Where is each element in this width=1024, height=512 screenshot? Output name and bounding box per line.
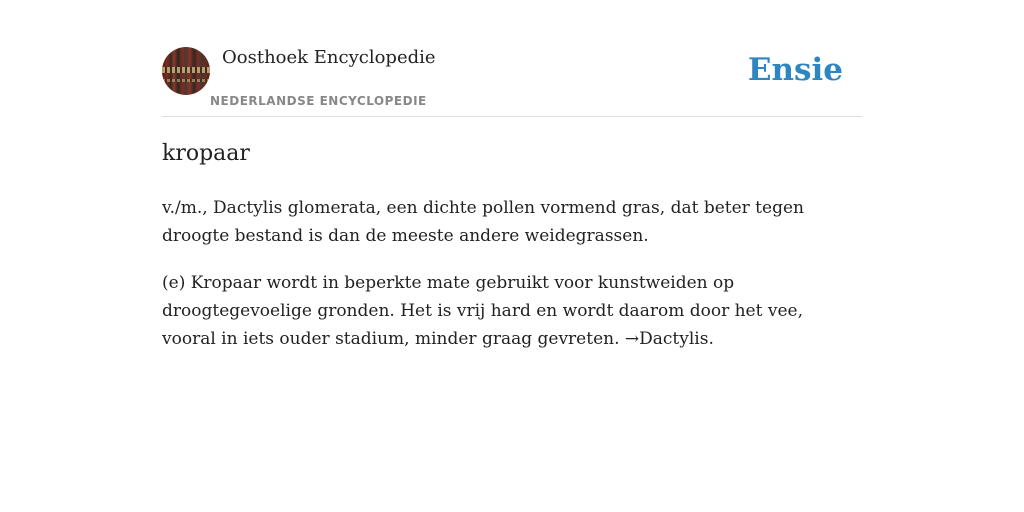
- article-paragraph-2-text: (e) Kropaar wordt in beperkte mate gebruikt voor kunstweiden op droogtegevoelige gronden. Het is vrij hard en wordt daarom door het vee, vooral in iets ouder stadium, minder graag gevreten.: [162, 273, 803, 349]
- dactylis-cross-reference-link[interactable]: →Dactylis: [624, 329, 709, 349]
- book-spines-icon[interactable]: [162, 47, 210, 95]
- article: [162, 136, 862, 353]
- site-name[interactable]: Oosthoek Encyclopedie: [222, 47, 436, 68]
- site-tagline: NEDERLANDSE ENCYCLOPEDIE: [210, 94, 427, 108]
- ensie-logo[interactable]: Ensie: [747, 52, 843, 88]
- article-paragraph-2-end: .: [708, 329, 714, 349]
- avatar-band-decoration-low: [162, 79, 210, 82]
- avatar-band-decoration: [162, 67, 210, 73]
- site-header: [162, 46, 862, 117]
- article-paragraph-1: v./m., Dactylis glomerata, een dichte pollen vormend gras, dat beter tegen droogte bestand is dan de meeste andere weidegrassen.: [162, 198, 804, 246]
- article-paragraph-2: [162, 269, 862, 353]
- page-title: kropaar: [162, 141, 250, 166]
